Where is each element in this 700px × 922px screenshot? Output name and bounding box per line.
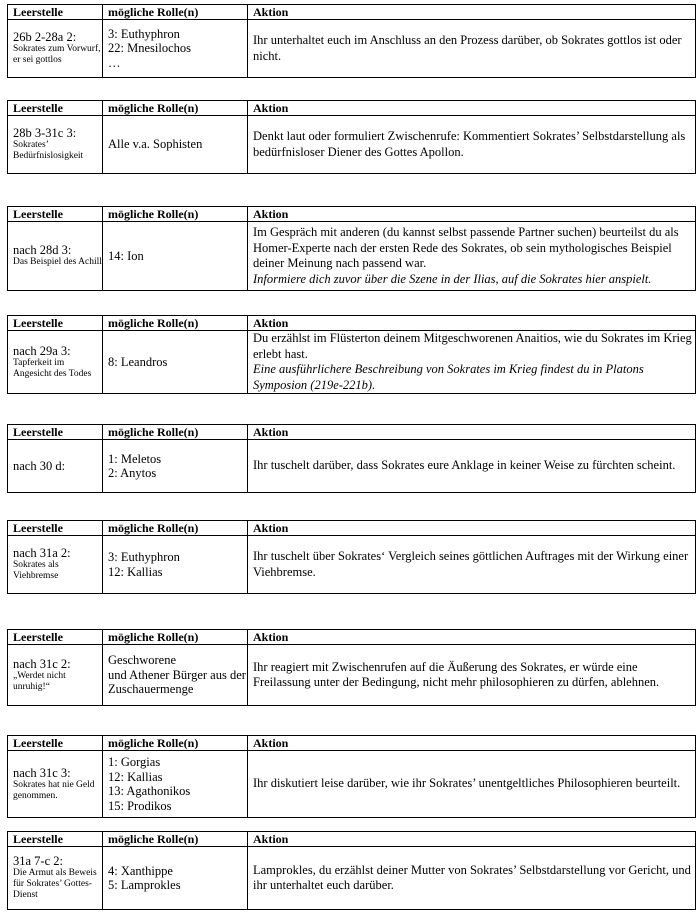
header-rollen: mögliche Rolle(n) bbox=[103, 425, 248, 440]
rollen-cell bbox=[103, 847, 248, 910]
role-entry: … bbox=[108, 55, 121, 70]
header-aktion: Aktion bbox=[248, 207, 696, 222]
role-entry: 3: Euthyphron bbox=[108, 550, 180, 564]
table-header-row bbox=[8, 425, 696, 440]
role-entry: 4: Xanthippe bbox=[108, 863, 173, 878]
table-row bbox=[8, 536, 696, 594]
header-rollen: mögliche Rolle(n) bbox=[103, 521, 248, 536]
header-aktion: Aktion bbox=[248, 521, 696, 536]
table-header-row bbox=[8, 101, 696, 116]
leerstelle-cell bbox=[8, 222, 103, 291]
rollen-cell bbox=[103, 116, 248, 174]
rollen-cell bbox=[103, 536, 248, 594]
role-entry: 12: Kallias bbox=[108, 769, 163, 784]
leerstelle-cell bbox=[8, 536, 103, 594]
header-aktion: Aktion bbox=[248, 736, 696, 751]
header-rollen: mögliche Rolle(n) bbox=[103, 5, 248, 20]
leerstelle-cell bbox=[8, 331, 103, 394]
header-rollen: mögliche Rolle(n) bbox=[103, 316, 248, 331]
header-leerstelle: Leerstelle bbox=[8, 736, 103, 751]
table-header-row bbox=[8, 736, 696, 751]
aktion-cell bbox=[248, 116, 696, 174]
rollen-cell bbox=[103, 331, 248, 394]
header-aktion: Aktion bbox=[248, 630, 696, 645]
leerstelle-description: Das Beispiel des Achill bbox=[13, 257, 102, 267]
role-entry: Alle v.a. Sophisten bbox=[108, 137, 203, 152]
aktion-text: Ihr diskutiert leise darüber, wie ihr Sokrates’ unentgeltliches Philosophieren beurteilt. bbox=[253, 776, 681, 791]
role-entry: 14: Ion bbox=[108, 248, 144, 263]
table-header-row bbox=[8, 521, 696, 536]
aktion-text: Ihr reagiert mit Zwischenrufen auf die Äußerung des Sokrates, er würde eine Freilassung unter der Bedingung, nicht mehr philosophieren zu dürfen, ablehnen. bbox=[253, 659, 660, 689]
table-row bbox=[8, 847, 696, 910]
header-leerstelle: Leerstelle bbox=[8, 101, 103, 116]
aktion-cell bbox=[248, 20, 696, 78]
aktion-text: Ihr unterhaltet euch im Anschluss an den Prozess darüber, ob Sokrates gottlos ist oder nicht. bbox=[253, 33, 682, 63]
role-table bbox=[7, 206, 696, 291]
role-entry: 12: Kallias bbox=[108, 564, 163, 579]
table-row bbox=[8, 331, 696, 394]
aktion-text: Ihr tuschelt über Sokrates‘ Vergleich seines göttlichen Auftrages mit der Wirkung einer Viehbremse. bbox=[253, 549, 689, 579]
leerstelle-reference: nach 29a 3: bbox=[13, 343, 71, 358]
leerstelle-cell bbox=[8, 751, 103, 818]
header-rollen: mögliche Rolle(n) bbox=[103, 207, 248, 222]
leerstelle-reference: 28b 3-31c 3: bbox=[13, 126, 77, 140]
leerstelle-description: Tapferkeit im Angesicht des Todes bbox=[13, 357, 92, 379]
role-table bbox=[7, 424, 696, 493]
leerstelle-reference: 26b 2-28a 2: bbox=[13, 30, 77, 44]
role-entry: Geschworene bbox=[108, 653, 177, 668]
aktion-cell bbox=[248, 536, 696, 594]
header-rollen: mögliche Rolle(n) bbox=[103, 832, 248, 847]
role-table bbox=[7, 831, 696, 910]
header-rollen: mögliche Rolle(n) bbox=[103, 630, 248, 645]
aktion-note: Eine ausführlichere Beschreibung von Sokrates im Krieg findest du in Platons Symposion (219e-221b). bbox=[253, 362, 644, 392]
aktion-text: Im Gespräch mit anderen (du kannst selbst passende Partner suchen) beurteilst du als Homer-Experte nach der ersten Rede des Sokrates, ob sein mythologisches Beispiel deiner Meinung nach passend war. bbox=[253, 225, 679, 270]
table-row bbox=[8, 116, 696, 174]
role-entry: 8: Leandros bbox=[108, 354, 168, 369]
header-leerstelle: Leerstelle bbox=[8, 832, 103, 847]
table-row bbox=[8, 440, 696, 493]
table-row bbox=[8, 645, 696, 706]
aktion-cell bbox=[248, 222, 696, 291]
header-leerstelle: Leerstelle bbox=[8, 521, 103, 536]
header-aktion: Aktion bbox=[248, 425, 696, 440]
aktion-text: Du erzählst im Flüsterton deinem Mitgeschworenen Anaitios, wie du Sokrates im Krieg erlebt hast. bbox=[253, 331, 692, 361]
role-entry: 1: Meletos bbox=[108, 451, 162, 466]
leerstelle-description: Sokrates zum Vorwurf, er sei gottlos bbox=[13, 44, 101, 65]
header-aktion: Aktion bbox=[248, 316, 696, 331]
role-table bbox=[7, 4, 696, 78]
table-row bbox=[8, 222, 696, 291]
aktion-cell bbox=[248, 751, 696, 818]
header-leerstelle: Leerstelle bbox=[8, 5, 103, 20]
role-entry: und Athener Bürger aus der Zuschauermenge bbox=[108, 667, 246, 697]
role-entry: 1: Gorgias bbox=[108, 755, 161, 769]
role-entry: 2: Anytos bbox=[108, 466, 157, 480]
aktion-cell bbox=[248, 847, 696, 910]
role-entry: 3: Euthyphron bbox=[108, 26, 180, 41]
header-leerstelle: Leerstelle bbox=[8, 630, 103, 645]
role-entry: 22: Mnesilochos bbox=[108, 41, 191, 56]
table-header-row bbox=[8, 630, 696, 645]
leerstelle-description: Sokrates’ Bedürfnislosigkeit bbox=[13, 140, 84, 161]
rollen-cell bbox=[103, 751, 248, 818]
table-header-row bbox=[8, 316, 696, 331]
header-aktion: Aktion bbox=[248, 5, 696, 20]
aktion-cell bbox=[248, 645, 696, 706]
header-aktion: Aktion bbox=[248, 101, 696, 116]
aktion-cell bbox=[248, 440, 696, 493]
leerstelle-cell bbox=[8, 847, 103, 910]
table-header-row bbox=[8, 207, 696, 222]
role-entry: 5: Lamprokles bbox=[108, 878, 181, 892]
leerstelle-cell bbox=[8, 116, 103, 174]
header-leerstelle: Leerstelle bbox=[8, 316, 103, 331]
aktion-text: Denkt laut oder formuliert Zwischenrufe: Kommentiert Sokrates’ Selbstdarstellung als bedürfnisloser Diener des Gottes Apollon. bbox=[253, 129, 686, 159]
aktion-note: Informiere dich zuvor über die Szene in der Ilias, auf die Sokrates hier anspielt. bbox=[253, 271, 652, 286]
role-table bbox=[7, 735, 696, 818]
header-leerstelle: Leerstelle bbox=[8, 425, 103, 440]
table-row bbox=[8, 751, 696, 818]
role-table bbox=[7, 100, 696, 174]
leerstelle-reference: nach 31c 3: bbox=[13, 765, 71, 780]
leerstelle-reference: 31a 7-c 2: bbox=[13, 854, 63, 868]
leerstelle-description: Die Armut als Beweis für Sokrates’ Gottes-Dienst bbox=[13, 868, 97, 900]
table-header-row bbox=[8, 5, 696, 20]
table-header-row bbox=[8, 832, 696, 847]
leerstelle-reference: nach 31a 2: bbox=[13, 546, 71, 560]
role-table bbox=[7, 520, 696, 594]
leerstelle-reference: nach 31c 2: bbox=[13, 656, 71, 671]
leerstelle-reference: nach 30 d: bbox=[13, 458, 66, 473]
rollen-cell bbox=[103, 645, 248, 706]
leerstelle-reference: nach 28d 3: bbox=[13, 243, 72, 257]
aktion-text: Ihr tuschelt darüber, dass Sokrates eure Anklage in keiner Weise zu fürchten scheint. bbox=[253, 458, 676, 473]
table-row bbox=[8, 20, 696, 78]
role-entry: 15: Prodikos bbox=[108, 798, 172, 813]
header-leerstelle: Leerstelle bbox=[8, 207, 103, 222]
aktion-text: Lamprokles, du erzählst deiner Mutter von Sokrates’ Selbstdarstellung vor Gericht, und ihr unterhaltet euch darüber. bbox=[253, 862, 691, 892]
rollen-cell bbox=[103, 20, 248, 78]
leerstelle-description: Sokrates als Viehbremse bbox=[13, 560, 59, 581]
role-table bbox=[7, 629, 696, 706]
leerstelle-cell bbox=[8, 645, 103, 706]
leerstelle-cell bbox=[8, 440, 103, 493]
leerstelle-cell bbox=[8, 20, 103, 78]
leerstelle-description: Sokrates hat nie Geld genommen. bbox=[13, 779, 95, 801]
role-entry: 13: Agathonikos bbox=[108, 784, 191, 798]
leerstelle-description: „Werdet nicht unruhig!“ bbox=[13, 670, 66, 692]
header-aktion: Aktion bbox=[248, 832, 696, 847]
rollen-cell bbox=[103, 222, 248, 291]
role-table bbox=[7, 315, 696, 394]
header-rollen: mögliche Rolle(n) bbox=[103, 736, 248, 751]
header-rollen: mögliche Rolle(n) bbox=[103, 101, 248, 116]
aktion-cell bbox=[248, 331, 696, 394]
rollen-cell bbox=[103, 440, 248, 493]
